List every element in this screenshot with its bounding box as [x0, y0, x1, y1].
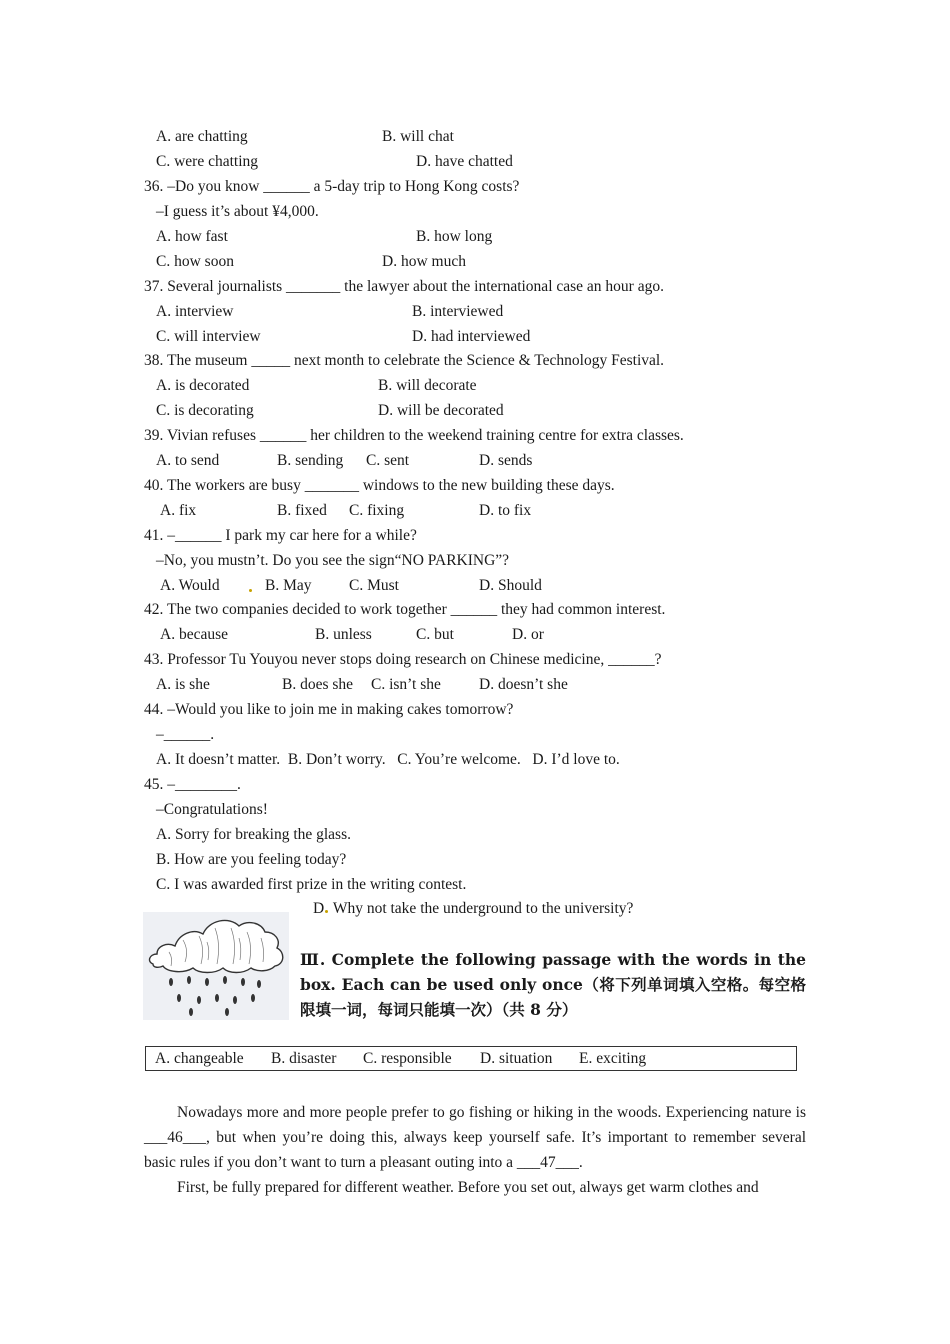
q43-option-b: B. does she [282, 676, 354, 693]
q41-stem: 41. –______ I park my car here for a while? [144, 527, 417, 544]
mark-dot [325, 910, 328, 913]
q40-stem: 40. The workers are busy _______ windows to the new building these days. [144, 477, 615, 494]
q43-option-a: A. is she [156, 676, 210, 693]
q43-stem: 43. Professor Tu Youyou never stops doing research on Chinese medicine, ______? [144, 651, 662, 668]
rain-cloud-icon [143, 912, 289, 1020]
q40-option-a: A. fix [160, 502, 197, 519]
q39-stem: 39. Vivian refuses ______ her children to the weekend training centre for extra classes. [144, 427, 684, 444]
q39-option-b: B. sending [277, 452, 344, 469]
q37-stem: 37. Several journalists _______ the lawyer about the international case an hour ago. [144, 278, 664, 295]
q39-option-d: D. sends [479, 452, 533, 469]
q41-option-b: B. May [265, 577, 312, 594]
passage-paragraph-2: First, be fully prepared for different weather. Before you set out, always get warm clothes and [177, 1179, 759, 1196]
q40-option-b: B. fixed [277, 502, 327, 519]
q36-reply: –I guess it’s about ¥4,000. [156, 203, 319, 220]
q36-option-d: D. how much [382, 253, 466, 270]
q45-option-d-letter: D [313, 900, 325, 917]
q36-option-a: A. how fast [156, 228, 228, 245]
passage-paragraph-1: Nowadays more and more people prefer to go fishing or hiking in the woods. Experiencing nature is ___46___, but when you’re doing this, always keep yourself safe. It’s important to remember several basic rules if you don’t want to turn a pleasant outing into a ___47___. [144, 1104, 806, 1171]
q38-option-c: C. is decorating [156, 402, 254, 419]
q45-option-a: A. Sorry for breaking the glass. [156, 826, 351, 843]
q45-reply: –Congratulations! [156, 801, 268, 818]
q35-option-c: C. were chatting [156, 153, 259, 170]
section-heading: Ⅲ. Complete the following passage with the words in the box. Each can be used only once（将下列单词填入空格。每空格限填一词，每词只能填一次）（共 8 分） [300, 950, 806, 1019]
q43-option-c: C. isn’t she [371, 676, 441, 693]
q40-option-d: D. to fix [479, 502, 532, 519]
mark-dot [249, 589, 252, 592]
q36-option-c: C. how soon [156, 253, 234, 270]
q36-stem: 36. –Do you know ______ a 5-day trip to Hong Kong costs? [144, 178, 520, 195]
q43-option-d: D. doesn’t she [479, 676, 568, 693]
q42-option-d: D. or [512, 626, 544, 643]
word-box-item: B. disaster [271, 1050, 337, 1067]
q37-option-c: C. will interview [156, 328, 261, 345]
word-box [145, 1046, 797, 1071]
word-box-item: C. responsible [363, 1050, 452, 1067]
q37-option-b: B. interviewed [412, 303, 504, 320]
word-box-item: D. situation [480, 1050, 553, 1067]
q37-option-a: A. interview [156, 303, 234, 320]
q36-option-b: B. how long [416, 228, 493, 245]
q44-options: A. It doesn’t matter. B. Don’t worry. C. You’re welcome. D. I’d love to. [156, 751, 620, 768]
q38-option-b: B. will decorate [378, 377, 477, 394]
q38-stem: 38. The museum _____ next month to celebrate the Science & Technology Festival. [144, 352, 665, 369]
q41-option-a: A. Would [160, 577, 220, 594]
q45-option-b: B. How are you feeling today? [156, 851, 347, 868]
word-box-item: E. exciting [579, 1050, 647, 1067]
q41-option-d: D. Should [479, 577, 542, 594]
q44-stem: 44. –Would you like to join me in making cakes tomorrow? [144, 701, 514, 718]
q45-option-d-text: Why not take the underground to the university? [332, 900, 634, 917]
q44-reply: –______. [156, 726, 215, 743]
q41-option-c: C. Must [349, 577, 399, 594]
q35-option-b: B. will chat [382, 128, 454, 145]
q42-option-c: C. but [416, 626, 454, 643]
q42-stem: 42. The two companies decided to work together ______ they had common interest. [144, 601, 666, 618]
q42-option-a: A. because [160, 626, 228, 643]
q37-option-d: D. had interviewed [412, 328, 531, 345]
q35-option-d: D. have chatted [416, 153, 513, 170]
q35-option-a: A. are chatting [156, 128, 248, 145]
q42-option-b: B. unless [315, 626, 372, 643]
q39-option-c: C. sent [366, 452, 410, 469]
q39-option-a: A. to send [156, 452, 220, 469]
q41-reply: –No, you mustn’t. Do you see the sign“NO PARKING”? [156, 552, 510, 569]
q45-stem: 45. –________. [144, 776, 241, 793]
q38-option-a: A. is decorated [156, 377, 250, 394]
q45-option-d [313, 899, 633, 919]
q45-option-c: C. I was awarded first prize in the writing contest. [156, 876, 467, 893]
word-box-item: A. changeable [155, 1050, 244, 1067]
q38-option-d: D. will be decorated [378, 402, 504, 419]
q40-option-c: C. fixing [349, 502, 405, 519]
